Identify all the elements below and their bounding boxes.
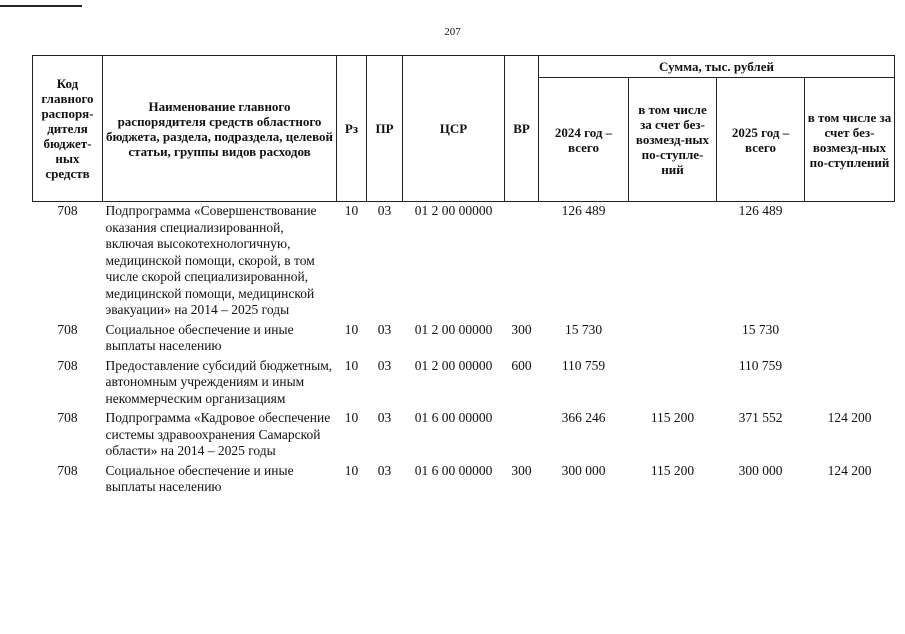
cell-name: Подпрограмма «Совершенствование оказания специализированной, включая высокотехнологичную, медицинской помощи, скорой, в том числе скорой специализированной, медицинской помощи, медицинской эвакуации» на 2014 – 2025 годы [105,203,317,317]
cell-name: Социальное обеспечение и иные выплаты населению [105,462,294,494]
page-number: 207 [444,26,461,38]
cell-2025-free [805,321,895,357]
header-rz: Рз [337,56,367,202]
cell-name: Предоставление субсидий бюджетным, автономным учреждениям и иным некоммерческим организациям [105,357,333,406]
table-header [33,56,895,202]
cell-2025-free: 124 200 [827,410,872,425]
budget-table [32,55,895,498]
cell-pr: 03 [377,462,392,478]
cell-2024-free: 115 200 [650,410,695,425]
cell-code: 708 [57,357,78,373]
cell-name: Социальное обеспечение и иные выплаты населению [105,321,294,353]
cell-2025-free [805,357,895,410]
cell-2024-free: 115 200 [650,462,695,478]
table-row [33,357,895,410]
table-row [33,202,895,321]
cell-csr: 01 2 00 00000 [414,321,493,337]
cell-2024-total: 300 000 [561,462,606,478]
cell-2025-total: 126 489 [738,203,783,218]
cell-vr [505,409,539,462]
header-2024-free: в том числе за счет без-возмезд-ных по-ступле-ний [629,78,717,202]
cell-code: 708 [57,203,78,218]
cell-csr: 01 2 00 00000 [414,203,493,218]
cell-vr [505,202,539,321]
cell-vr: 300 [511,321,532,337]
table-row [33,462,895,498]
cell-rz: 10 [344,410,359,425]
cell-2024-free [629,321,717,357]
cell-csr: 01 6 00 00000 [414,410,493,425]
cell-code: 708 [57,321,78,337]
header-2025-total: 2025 год – всего [717,78,805,202]
header-2025-free: в том числе за счет без-возмезд-ных по-ступлений [805,78,895,202]
cell-code: 708 [57,462,78,478]
cell-vr: 300 [511,462,532,478]
cell-2025-total: 110 759 [738,357,783,373]
cell-2024-free [629,202,717,321]
header-sum: Сумма, тыс. рублей [539,56,895,78]
cell-2024-total: 126 489 [561,203,606,218]
cell-rz: 10 [344,321,359,337]
cell-name: Подпрограмма «Кадровое обеспечение системы здравоохранения Самарской области» на 2014 – 2025 годы [105,410,331,458]
top-rule [0,5,82,7]
cell-vr: 600 [511,357,532,373]
cell-2025-total: 300 000 [738,462,783,478]
cell-2025-total: 15 730 [741,321,780,337]
header-pr: ПР [367,56,403,202]
cell-csr: 01 6 00 00000 [414,462,493,478]
cell-rz: 10 [344,357,359,373]
header-vr: ВР [505,56,539,202]
cell-2024-free [629,357,717,410]
cell-csr: 01 2 00 00000 [414,357,493,373]
cell-pr: 03 [377,410,392,425]
cell-2024-total: 110 759 [561,357,606,373]
table-body [33,202,895,498]
table-row [33,321,895,357]
cell-rz: 10 [344,462,359,478]
cell-2024-total: 15 730 [564,321,603,337]
table-row [33,409,895,462]
header-name: Наименование главного распорядителя средств областного бюджета, раздела, подраздела, целевой статьи, группы видов расходов [103,56,337,202]
cell-2025-free: 124 200 [827,462,872,478]
cell-2024-total: 366 246 [561,410,606,425]
cell-pr: 03 [377,321,392,337]
cell-code: 708 [57,410,78,425]
header-code: Код главного распоря-дителя бюджет-ных средств [33,56,103,202]
cell-2025-total: 371 552 [738,410,783,425]
header-csr: ЦСР [403,56,505,202]
cell-pr: 03 [377,203,392,218]
cell-rz: 10 [344,203,359,218]
cell-2025-free [805,202,895,321]
cell-pr: 03 [377,357,392,373]
header-2024-total: 2024 год – всего [539,78,629,202]
